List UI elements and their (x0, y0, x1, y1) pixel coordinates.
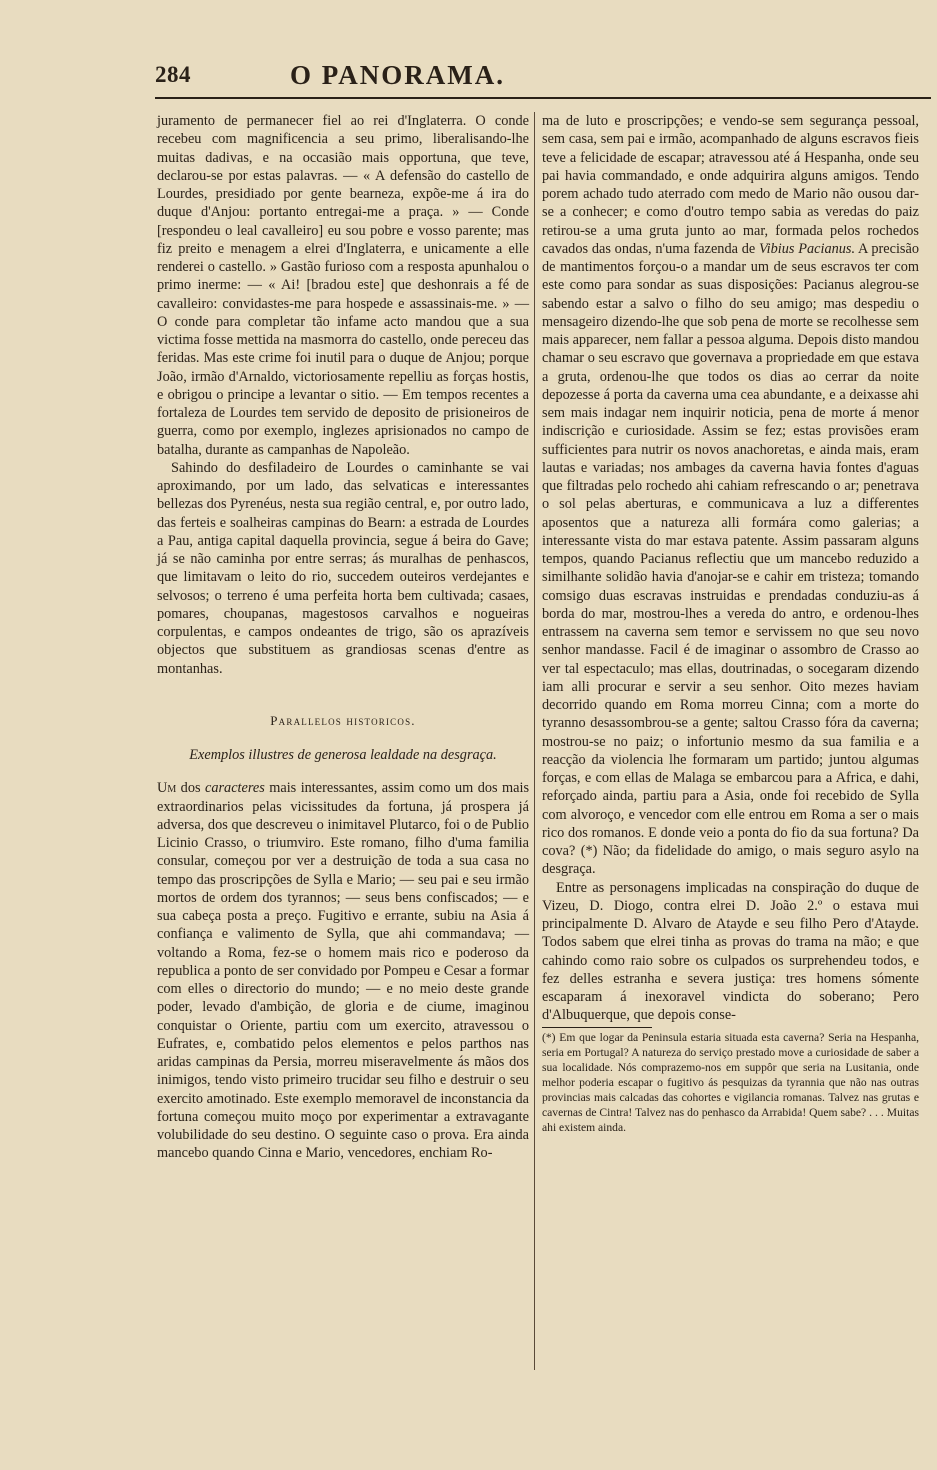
paragraph-initial: Um (157, 780, 177, 797)
left-paragraph-2: Sahindo do desfiladeiro de Lourdes o caminhante se vai aproximando, por um lado, das selvaticas e interessantes bellezas dos Pyrenéus, nesta sua região central, e, por outro lado, das ferteis e soalheiras campinas do Bearn: a estrada de Lourdes a Pau, antiga capital daquella provincia, segue á beira do Gave; já se não caminha por entre serras; ás muralhas de penhascos, que limitavam o leito do rio, succedem outeiros verdejantes e selvosos; o terreno é uma perfeita horta bem cultivada; casaes, pomares, choupanas, magestosos carvalhos e nogueiras corpulentas, e campos ondeantes de trigo, são os aprazíveis objectos que substituem as grandiosas scenas d'entre as montanhas. (157, 459, 529, 677)
left-column (157, 112, 529, 1163)
footnote: (*) Em que logar da Peninsula estaria situada esta caverna? Seria na Hespanha, seria em Portugal? A natureza do serviço prestado move a curiosidade de saber a sua localidade. Nós comprazemo-nos em suppôr que seria na Lusitania, onde melhor poderia escapar o fugitivo ás pesquizas da tyrannia que não nas outras provincias mais calcadas das cohortes e vigilancia romanas. Talvez nas grutas e cavernas de Cintra! Talvez nas do penhasco da Arrabida! Quem sabe? . . . Muitas ahi existem ainda. (542, 1030, 919, 1135)
footnote-rule (542, 1027, 652, 1028)
right-paragraph-1 (542, 112, 919, 879)
section-title (157, 712, 529, 730)
left-paragraph-3 (157, 779, 529, 1162)
left-paragraph-1: juramento de permanecer fiel ao rei d'Inglaterra. O conde recebeu com magnificencia a seu primo, liberalisando-lhe muitas dadivas, e na occasião mais opportuna, que teve, declarou-se por estas palavras. — « A defensão do castello de Lourdes, presidiado por gente bearneza, expõe-me á ira do duque d'Anjou: portanto entregai-me a praça. » — Conde [respondeu o leal cavalleiro] eu sou pobre e vosso parente; mas fiz preito e menagem a elrei d'Inglaterra, e unicamente a elle renderei o castello. » Gastão furioso com a resposta apunhalou o primo inerme: — « Ai! [bradou este] que deshonrais a fé de cavalleiro: convidastes-me para hospede e assassinais-me. » — O conde para completar tão infame acto mandou que a sua victima fosse mettida na masmorra do castello, onde pereceu das feridas. Mas este crime foi inutil para o duque de Anjou; porque João, irmão d'Arnaldo, victoriosamente repelliu as forças hostis, e obrigou o principe a levantar o sitio. — Em tempos recentes a fortaleza de Lourdes tem servido de deposito de prisioneiros de guerra, como por exemplo, inglezes aprisionados no campo de batalha, durante as campanhas de Napoleão. (157, 113, 529, 458)
section-subtitle: Exemplos illustres de generosa lealdade na desgraça. (189, 747, 497, 763)
left-paragraph-3-part-b: mais interessantes, assim como um dos mais extraordinarios pelas vicissitudes da fortuna, já prospera já adversa, dos que descreveu o inimitavel Plutarco, foi o de Publio Licinio Crasso, o triumviro. Este romano, filho d'uma familia consular, começou por ver a destruição de toda a sua casa no tempo das proscripções de Sylla e Mario; — seu pai e seu irmão mortos de ordem dos tyrannos; — seus bens confiscados; — e sua cabeça posta a preço. Fugitivo e errante, subiu na Asia á confiança e valimento de Sylla, que ahi commandava; — voltando a Roma, fez-se o homem mais rico e poderoso da republica a ponto de ser convidado por Pompeu e Cesar a formar com elles o directorio do mundo; — e no meio deste grande poder, levado d'ambição, de gloria e de ciume, imaginou conquistar o Oriente, partiu com um exercito, atravessou o Eufrates, e, combatido pelos elementos e pelos parthos nas aridas campinas da Persia, morreu miseravelmente ás mãos dos inimigos, tendo visto primeiro trucidar seu filho e destruir o seu exercito amotinado. Este exemplo memoravel de inconstancia da fortuna começou muito moço por experimentar a extravagante volubilidade do seu destino. O seguinte caso o prova. Era ainda mancebo quando Cinna e Mario, vencedores, enchiam Ro- (157, 780, 530, 1162)
column-divider (534, 112, 535, 1370)
right-paragraph-2: Entre as personagens implicadas na conspiração do duque de Vizeu, D. Diogo, contra elrei D. João 2.º o estava mui principalmente D. Alvaro de Atayde e seu filho Pero d'Atayde. Todos sabem que elrei tinha as provas do trama na mão; e que cahindo como raio sobre os culpados os surprehendeu todos, e fez delles estranha e severa justiça: tres homens sómente escaparam á inexoravel vindicta do soberano; Pero d'Albuquerque, que depois conse- (542, 879, 919, 1024)
right-paragraph-1-italic: Vibius Pacianus. (759, 240, 856, 257)
right-column (542, 112, 919, 1135)
left-paragraph-3-part-a: dos (176, 780, 205, 797)
page-number: 284 (155, 62, 191, 87)
right-paragraph-1-part-b: A precisão de mantimentos forçou-o a mandar um de seus escravos ter com este como para sondar as suas disposições: Pacianus alegrou-se sabendo estar a salvo o filho do seu amigo; mas despediu o mensageiro dizendo-lhe que sob pena de morte se recolhesse sem mais apparecer, nem fallar a pessoa alguma. Depois disto mandou chamar o seu escravo que governava a propriedade em que estava a gruta, ordenou-lhe que todos os dias ao cerrar da noite depozesse á porta da caverna uma cea abundante, e a deixasse ahi sem mais indagar nem inquirir noticia, pena de morte á menor indiscrição e curiosidade. Assim se fez; estas provisões eram sufficientes para nutrir os novos anachoretas, e ainda mais, eram lautas e variadas; nos ambages da caverna havia fontes d'aguas que filtradas pelo rochedo ahi cahiam refrescando o ar; penetrava o sol pelas aberturas, e communicava a luz a differentes aposentos que a natureza alli formára como galerias; a interessante vista do mar estava patente. Assim passaram alguns tempos, quando Pacianus reflectiu que um mancebo reduzido a similhante solidão havia d'anojar-se e cahir em tristeza; tomando comsigo duas escravas instruidas e prendadas conduziu-as á borda do mar, mostrou-lhes a vereda do antro, e ordenou-lhes entrassem na caverna sem temor e servissem no que seu novo senhor mandasse. Facil é de imaginar o assombro de Crasso ao ver tal espectaculo; mas ellas, doutrinadas, o socegaram dizendo iam alli procurar e servir a seu senhor. Oito mezes haviam decorrido quando em Roma morreu Cinna; com a morte do tyranno desassombrou-se a gente; saltou Crasso fóra da caverna; mostrou-se no paiz; o infortunio mesmo da sua familia e a reacção da violencia lhe formaram um partido; juntou algumas forças, e com ellas de Malaga se embarcou para a Africa, e dahi, reforçado ainda, partiu para a Asia, onde foi recebido de Sylla com alvoroço, e vencedor com elle entrou em Roma a ser o mais rico dos romanos. E donde veio a ponta do fio da sua fortuna? Da cova? (*) Não; da fidelidade do amigo, o mais seguro asylo na desgraça. (542, 240, 919, 878)
section-title-text: Parallelos historicos. (270, 712, 416, 728)
header-rule (155, 97, 931, 99)
left-paragraph-3-italic: caracteres (204, 780, 265, 797)
right-paragraph-1-part-a: ma de luto e proscripções; e vendo-se sem segurança pessoal, sem casa, sem pai e irmão, acompanhado de alguns escravos fieis teve a felicidade de escapar; atravessou até á Hespanha, onde seu pai havia commandado, e onde adquirira alguns amigos. Tendo porem achado tudo aterrado com medo de Mario não ousou dar-se a conhecer; e como d'outro tempo sabia as veredas do paiz retirou-se a uma gruta junto ao mar, formada pelos rochedos cavados das ondas, n'uma fazenda de (542, 113, 919, 257)
masthead-title: O PANORAMA. (290, 60, 505, 90)
